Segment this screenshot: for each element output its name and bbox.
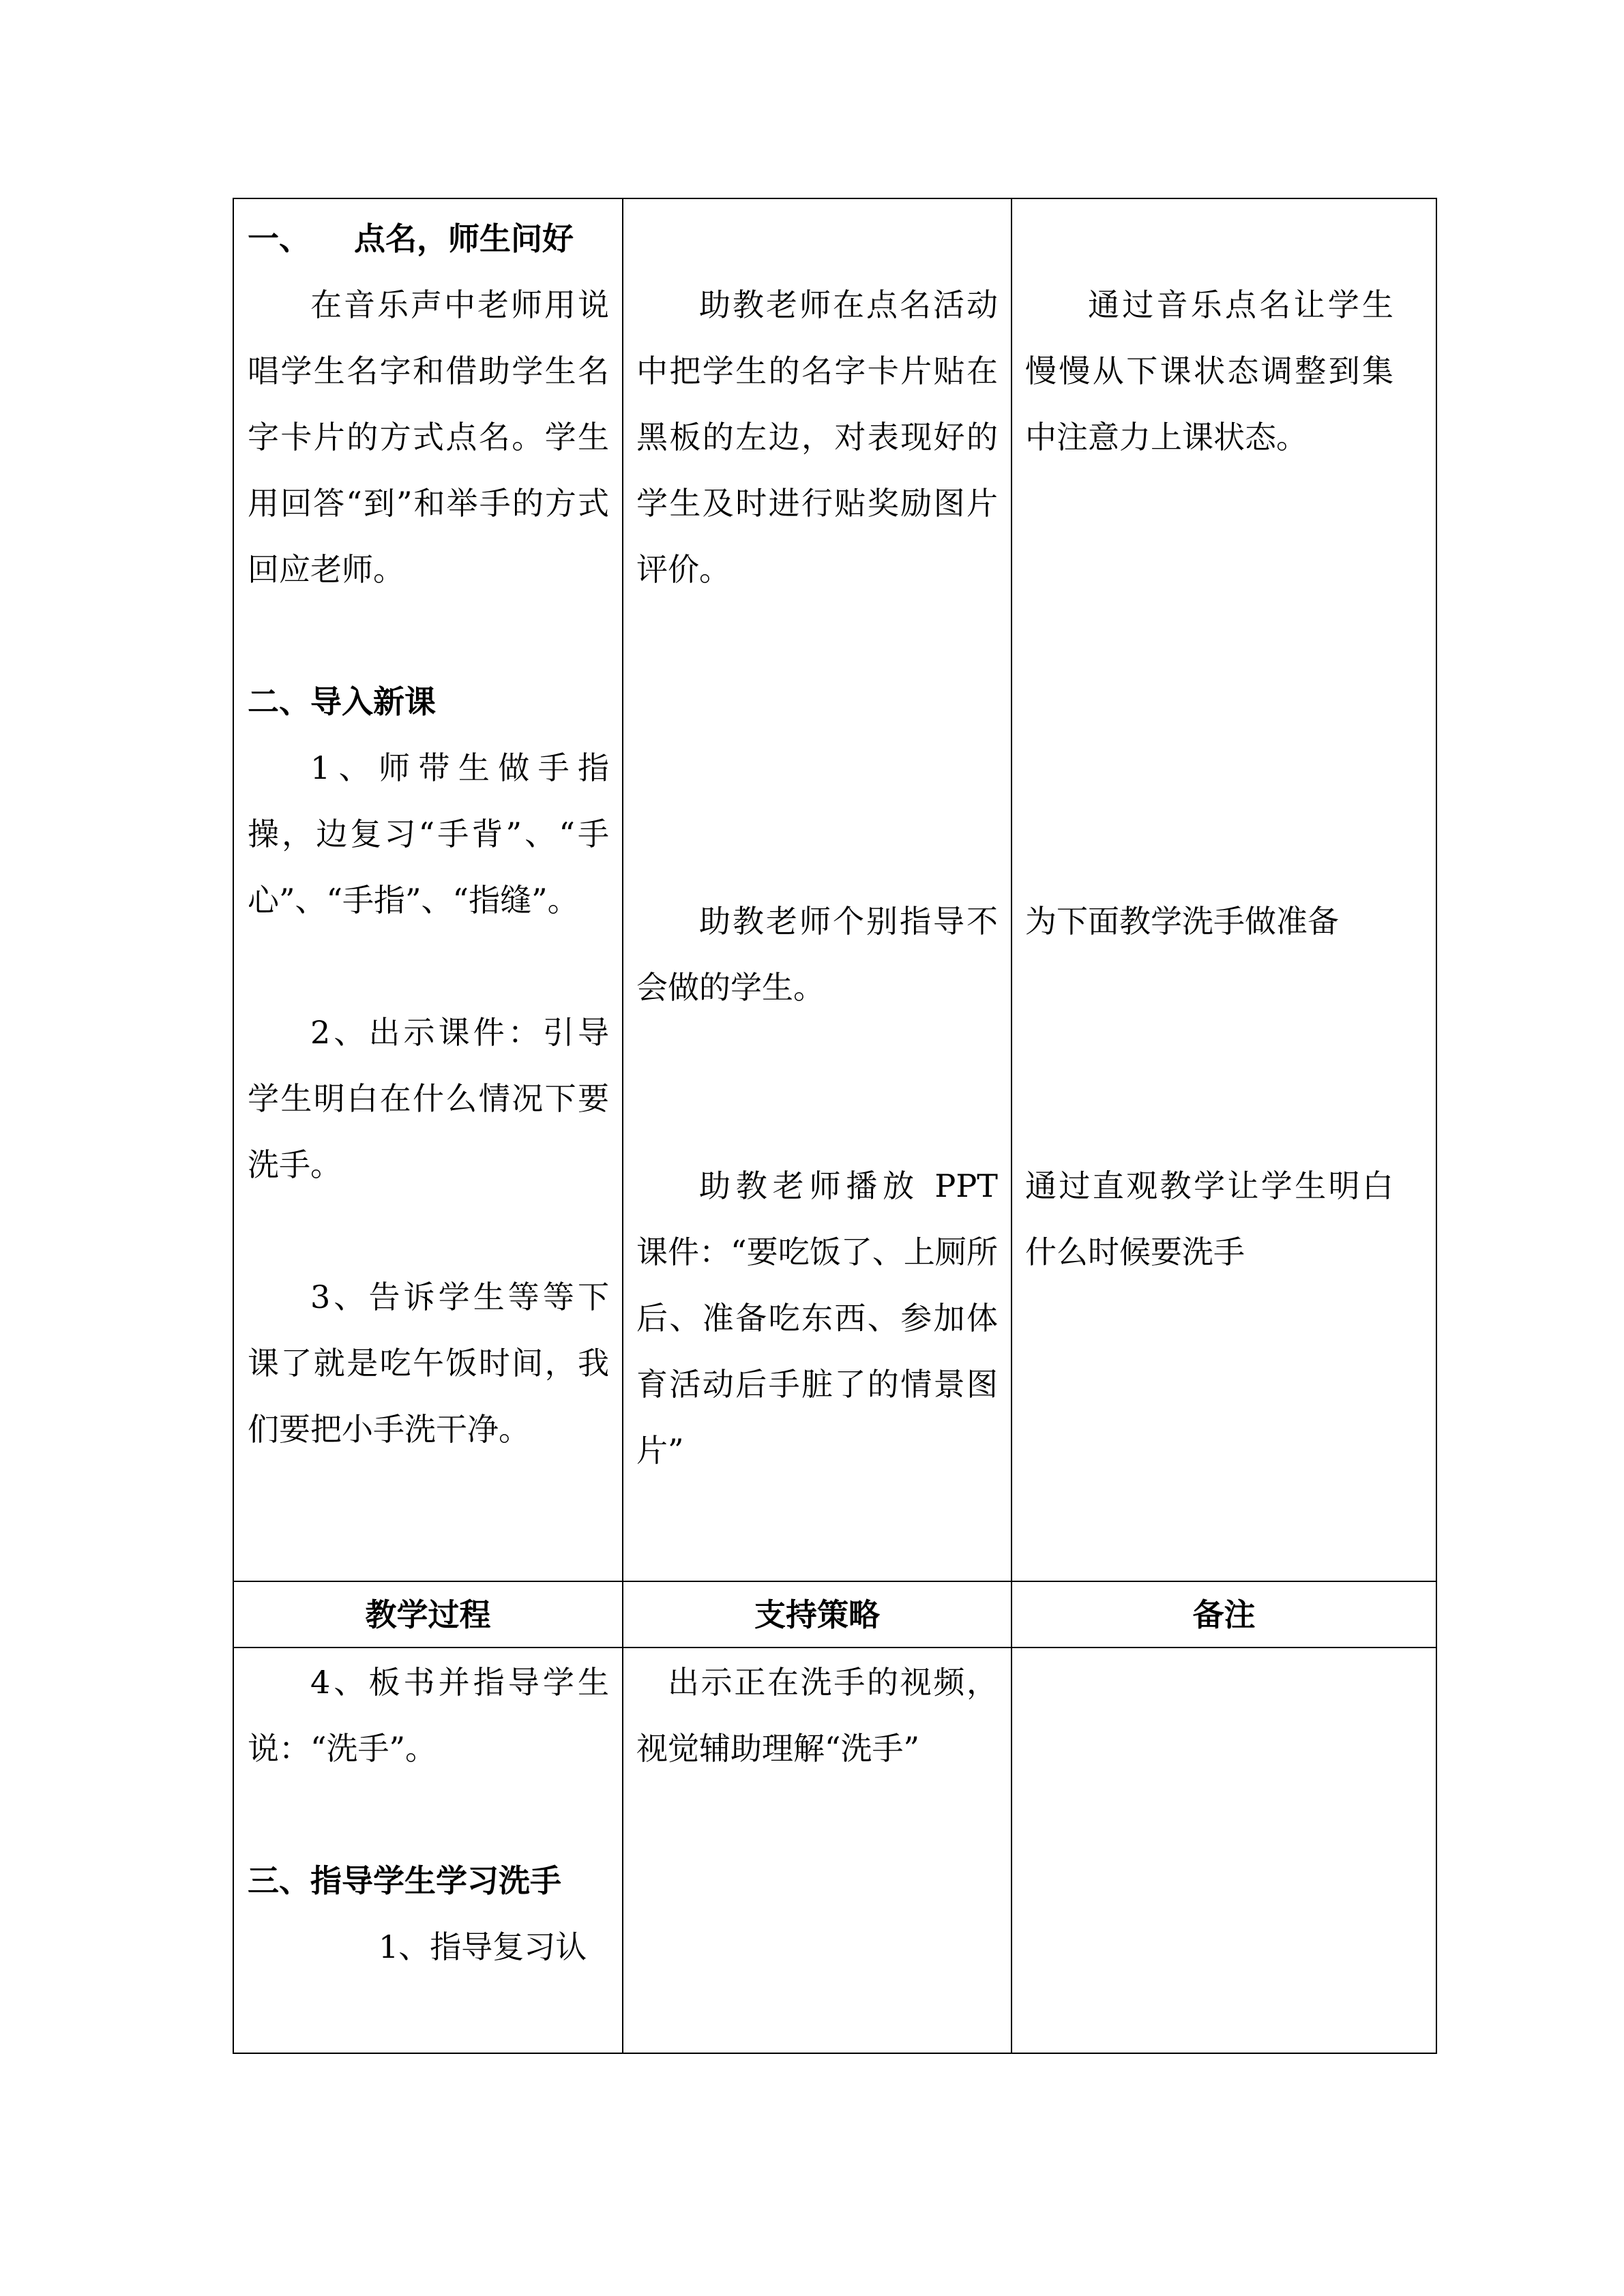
bottom-process-cell — [248, 1650, 609, 1980]
section-2-title: 二、导入新课 — [248, 683, 436, 720]
section-2-item-4: 4、板书并指导学生说：“洗手”。 — [248, 1664, 609, 1767]
section-3-item-1: 1、指导复习认 — [379, 1928, 587, 1965]
strategy-roll-call: 助教老师在点名活动中把学生的名字卡片贴在黑板的左边，对表现好的学生及时进行贴奖励图片评价。 — [636, 286, 998, 588]
top-notes-cell-3 — [1025, 1153, 1393, 1285]
strategy-handwashing-video: 出示正在洗手的视频，视觉辅助理解“洗手” — [636, 1664, 998, 1767]
section-2-item-2: 2、出示课件：引导学生明白在什么情况下要洗手。 — [248, 1014, 609, 1183]
top-strategy-cell-3 — [636, 1153, 998, 1484]
column-divider-2 — [1011, 199, 1012, 2053]
section-2-item-1: 1、师带生做手指操，边复习“手背”、“手心”、“手指”、“指缝”。 — [248, 749, 609, 919]
strategy-individual-guidance: 助教老师个别指导不会做的学生。 — [636, 903, 998, 1006]
header-notes: 备注 — [1192, 1596, 1256, 1633]
header-support-strategy: 支持策略 — [754, 1596, 880, 1633]
top-strategy-cell — [636, 272, 998, 603]
strategy-ppt-playback: 助教老师播放 PPT 课件：“要吃饭了、上厕所后、准备吃东西、参加体育活动后手脏了的情景图片” — [636, 1167, 998, 1469]
top-process-cell — [248, 206, 609, 1463]
note-prepare-handwashing: 为下面教学洗手做准备 — [1025, 903, 1339, 940]
spacer — [248, 1198, 609, 1264]
note-music-roll-call: 通过音乐点名让学生慢慢从下课状态调整到集中注意力上课状态。 — [1025, 286, 1393, 456]
top-notes-cell — [1025, 272, 1393, 471]
column-divider-1 — [622, 199, 623, 2053]
section-2-item-3: 3、告诉学生等等下课了就是吃午饭时间，我们要把小手洗干净。 — [248, 1279, 609, 1448]
spacer — [248, 1782, 609, 1848]
note-visual-teaching: 通过直观教学让学生明白什么时候要洗手 — [1025, 1167, 1393, 1270]
section-1-title: 一、 点名，师生问好 — [248, 220, 574, 257]
top-notes-cell-2 — [1025, 889, 1393, 955]
header-teaching-process: 教学过程 — [365, 1596, 491, 1633]
spacer — [248, 934, 609, 1000]
bottom-strategy-cell — [636, 1650, 998, 1782]
section-1-body: 在音乐声中老师用说唱学生名字和借助学生名字卡片的方式点名。学生用回答“到”和举手的方式回应老师。 — [248, 286, 609, 588]
top-strategy-cell-2 — [636, 889, 998, 1021]
lesson-plan-table — [233, 198, 1437, 2054]
spacer — [248, 603, 609, 669]
section-3-title: 三、指导学生学习洗手 — [248, 1862, 561, 1899]
